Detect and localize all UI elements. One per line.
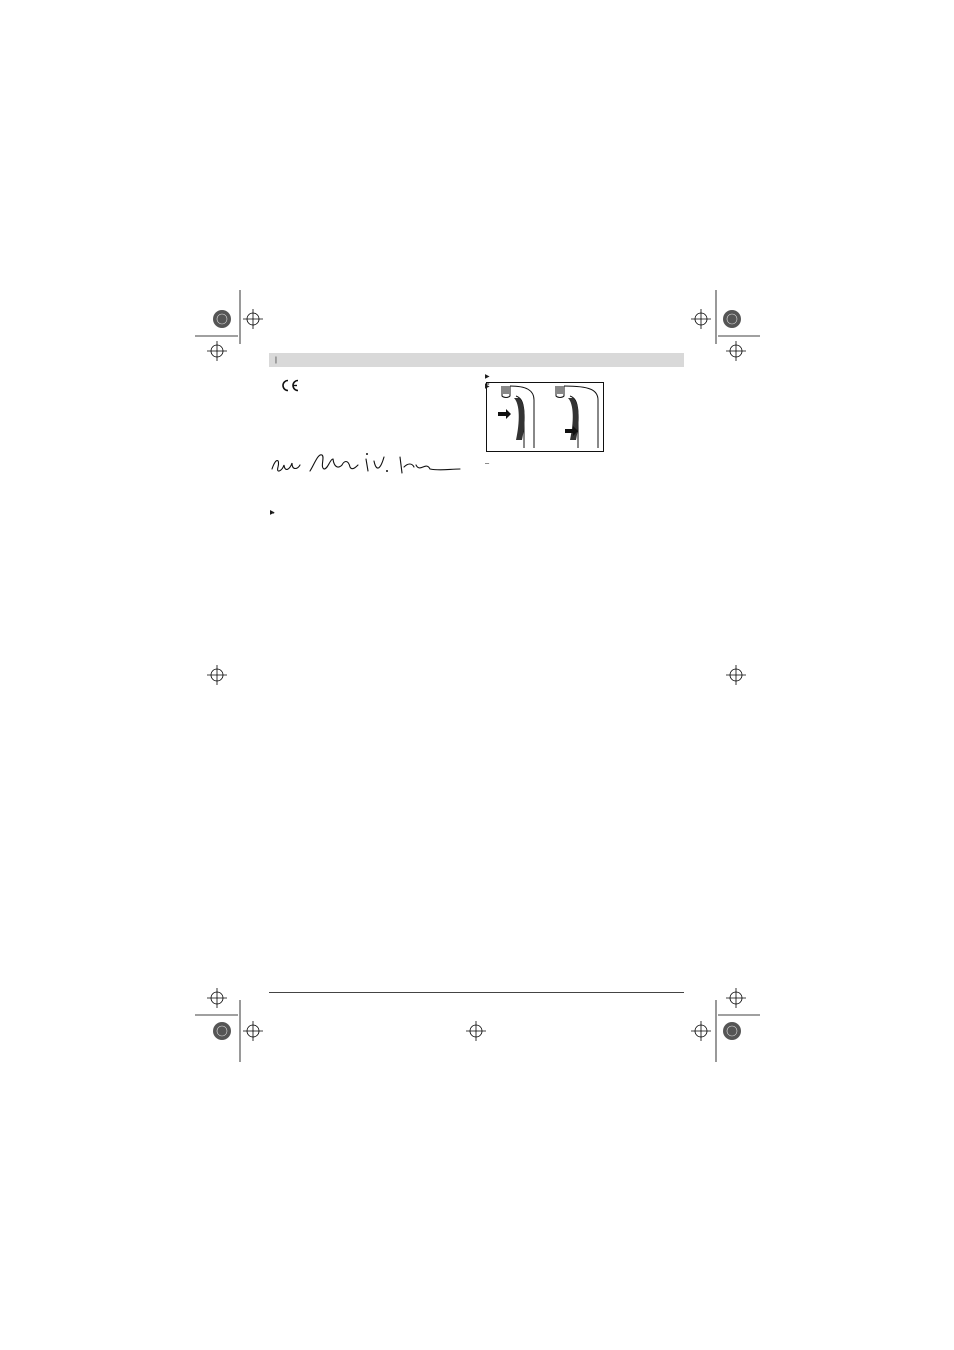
handwritten-signatures — [270, 447, 470, 479]
technical-file — [270, 420, 470, 440]
company-block — [270, 481, 470, 498]
left-column — [270, 372, 470, 508]
right-column — [485, 372, 685, 458]
ce-mark-icon — [280, 379, 300, 392]
footer-rule — [269, 992, 684, 993]
switch-figure — [486, 382, 604, 452]
notified-body — [270, 396, 470, 416]
page-header: | — [269, 353, 684, 367]
conformity-heading — [270, 379, 470, 392]
